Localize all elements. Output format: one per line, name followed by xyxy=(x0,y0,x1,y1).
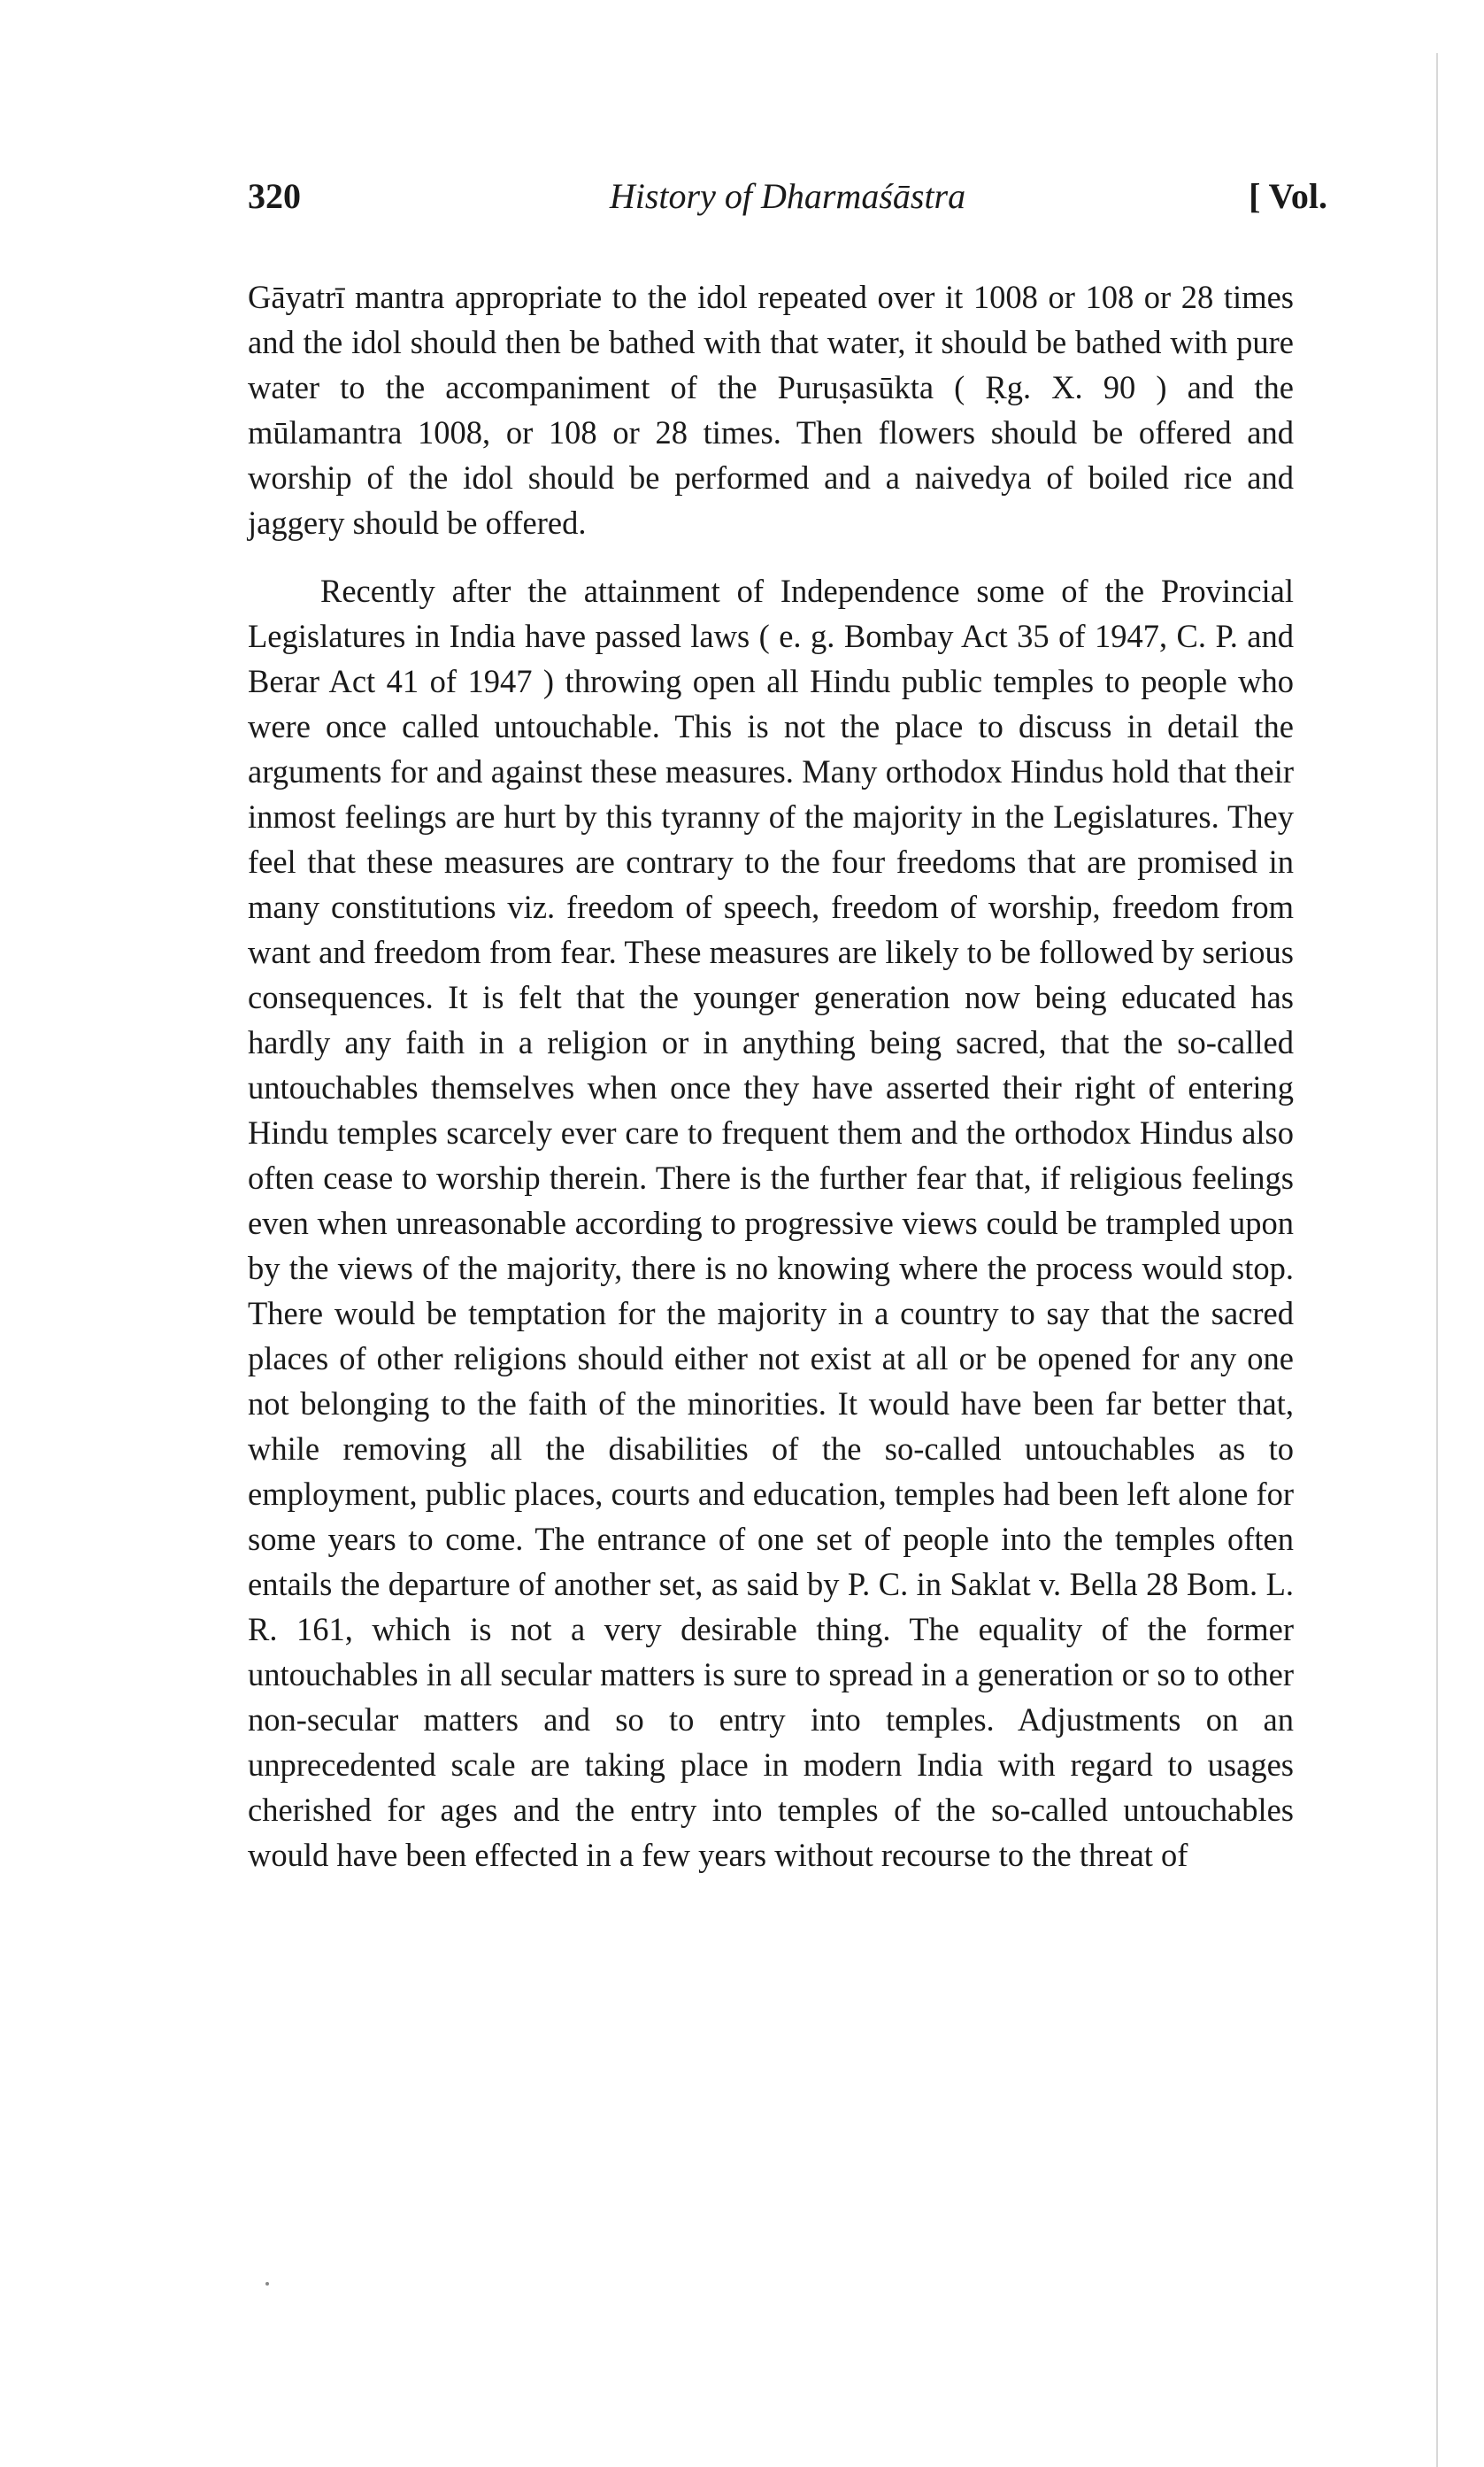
ink-speck xyxy=(265,2282,269,2286)
page-edge-line xyxy=(1436,53,1438,2467)
paragraph-gayatri-mantra: Gāyatrī mantra appropriate to the idol repeated over it 1008 or 108 or 28 times and the idol should then be bathed with that water, it should be bathed with pure water to the accompaniment of the Puruṣasūkta ( Ṛg. X. 90 ) and the mūlamantra 1008, or 108 or 28 times. Then flowers should be offered and worship of the idol should be performed and a naivedya of boiled rice and jaggery should be offered. xyxy=(248,279,1294,541)
running-head xyxy=(248,175,1327,225)
body-text xyxy=(248,274,1294,1877)
page-number: 320 xyxy=(248,176,301,216)
volume-marker: [ Vol. xyxy=(1249,176,1327,216)
running-title: History of Dharmaśāstra xyxy=(609,176,966,216)
paragraph-temple-entry: Recently after the attainment of Independence some of the Provincial Legislatures in India have passed laws ( e. g. Bombay Act 35 of 1947, C. P. and Berar Act 41 of 1947 ) throwing open all Hindu public temples to people who were once called untouchable. This is not the place to discuss in detail the arguments for and against these measures. Many orthodox Hindus hold that their inmost feelings are hurt by this tyranny of the majority in the Legislatures. They feel that these measures are contrary to the four freedoms that are promised in many constitutions viz. freedom of speech, freedom of worship, freedom from want and freedom from fear. These measures are likely to be followed by serious consequences. It is felt that the younger generation now being educated has hardly any faith in a religion or in anything being sacred, that the so-called untouchables themselves when once they have asserted their right of entering Hindu temples scarcely ever care to frequent them and the orthodox Hindus also often cease to worship therein. There is the further fear that, if religious feelings even when unreasonable according to progressive views could be trampled upon by the views of the majority, there is no knowing where the process would stop. There would be temptation for the majority in a country to say that the sacred places of other religions should either not exist at all or be opened for any one not belonging to the faith of the minorities. It would have been far better that, while removing all the disabilities of the so-called untouchables as to employment, public places, courts and education, temples had been left alone for some years to come. The entrance of one set of people into the temples often entails the departure of another set, as said by P. C. in Saklat v. Bella 28 Bom. L. R. 161, which is not a very desirable thing. The equality of the former untouchables in all secular matters is sure to spread in a generation or so to other non-secular matters and so to entry into temples. Adjustments on an unprecedented scale are taking place in modern India with regard to usages cherished for ages and the entry into temples of the so-called untouchables would have been effected in a few years without recourse to the threat of xyxy=(248,573,1294,1873)
